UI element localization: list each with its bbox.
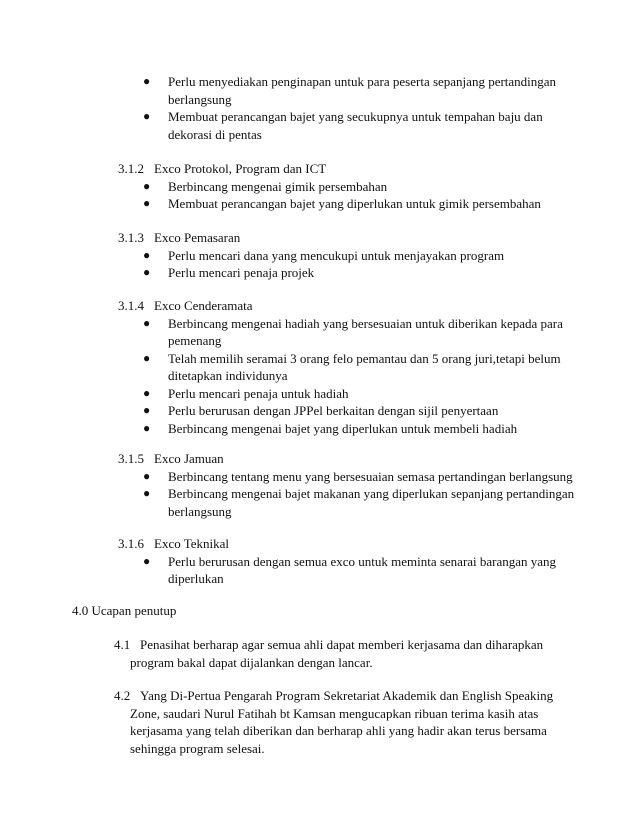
bullet-text: Berbincang mengenai bajet makanan yang diperlukan sepanjang pertandingan berlangsung [168, 486, 575, 519]
section-number: 3.1.6 [118, 536, 144, 551]
list-item [0, 108, 638, 143]
list-item [0, 420, 638, 438]
list-item [0, 553, 638, 588]
intro-bullet-list [0, 73, 638, 143]
bullet-list [0, 468, 638, 521]
section-3-1-3 [0, 229, 638, 282]
section-title: Exco Jamuan [154, 451, 224, 466]
paragraph-number: 4.2 [114, 688, 131, 703]
section-title: Exco Protokol, Program dan ICT [154, 161, 327, 176]
section-heading [0, 297, 638, 315]
section-number: 3.1.4 [118, 298, 144, 313]
bullet-dot-icon: ● [143, 553, 151, 568]
list-item [0, 247, 638, 265]
bullet-dot-icon: ● [143, 196, 151, 210]
closing-paragraph-4-2 [114, 687, 574, 757]
section-heading [0, 160, 638, 178]
bullet-text: Membuat perancangan bajet yang diperlukan untuk gimik persembahan [168, 196, 541, 211]
section-title: Exco Cenderamata [154, 298, 253, 313]
bullet-list [0, 553, 638, 588]
section-heading [0, 535, 638, 553]
list-item [0, 385, 638, 403]
list-item [0, 468, 638, 486]
list-item [0, 315, 638, 350]
list-item [0, 264, 638, 282]
bullet-dot-icon: ● [143, 403, 151, 417]
bullet-dot-icon: ● [143, 468, 151, 483]
bullet-text: Perlu mencari penaja projek [168, 265, 315, 280]
bullet-text: Perlu menyediakan penginapan untuk para peserta sepanjang pertandingan berlangsung [168, 74, 557, 107]
paragraph-text: Yang Di-Pertua Pengarah Program Sekretariat Akademik dan English Speaking Zone, saudari Nurul Fatihah bt Kamsan mengucapkan ribuan terima kasih atas kerjasama yang telah diberikan dan berharap ahli yang hadir akan terus bersama sehingga program selesai. [130, 688, 554, 756]
bullet-list [0, 73, 638, 143]
list-item [0, 402, 638, 420]
list-item [0, 485, 638, 520]
bullet-dot-icon: ● [143, 265, 151, 279]
section-title: Exco Teknikal [154, 536, 230, 551]
section-heading [0, 450, 638, 468]
bullet-dot-icon: ● [143, 178, 151, 193]
section-3-1-4 [0, 297, 638, 437]
bullet-text: Berbincang mengenai gimik persembahan [168, 178, 388, 194]
paragraph-text: Penasihat berharap agar semua ahli dapat memberi kerjasama dan diharapkan program bakal dapat dijalankan dengan lancar. [130, 637, 544, 670]
section-3-1-5 [0, 450, 638, 520]
paragraph-number: 4.1 [114, 637, 131, 652]
section-number: 3.1.5 [118, 451, 144, 466]
bullet-text: Berbincang mengenai hadiah yang bersesuaian untuk diberikan kepada para pemenang [168, 315, 563, 348]
bullet-list [0, 247, 638, 282]
bullet-dot-icon: ● [143, 350, 151, 365]
list-item [0, 73, 638, 108]
list-item [0, 195, 638, 213]
bullet-dot-icon: ● [143, 385, 151, 400]
bullet-text: Berbincang mengenai bajet yang diperlukan untuk membeli hadiah [168, 420, 518, 436]
list-item [0, 350, 638, 385]
bullet-list [0, 178, 638, 213]
section-title: Exco Pemasaran [154, 230, 241, 245]
bullet-dot-icon: ● [143, 247, 151, 262]
closing-paragraph-4-1 [114, 636, 574, 671]
bullet-dot-icon: ● [143, 420, 151, 435]
section-3-1-2 [0, 160, 638, 213]
bullet-dot-icon: ● [143, 74, 151, 88]
bullet-text: Membuat perancangan bajet yang secukupnya untuk tempahan baju dan dekorasi di pentas [168, 109, 543, 142]
bullet-text: Perlu mencari penaja untuk hadiah [168, 385, 349, 401]
bullet-text: Berbincang tentang menu yang bersesuaian semasa pertandingan berlangsung [168, 468, 573, 484]
closing-heading: 4.0 Ucapan penutup [72, 603, 177, 618]
bullet-text: Perlu berurusan dengan semua exco untuk meminta senarai barangan yang diperlukan [168, 553, 557, 586]
section-number: 3.1.3 [118, 230, 144, 245]
bullet-text: Telah memilih seramai 3 orang felo pemantau dan 5 orang juri,tetapi belum ditetapkan individunya [168, 350, 561, 383]
bullet-text: Perlu berurusan dengan JPPel berkaitan dengan sijil penyertaan [168, 403, 499, 418]
section-heading [0, 229, 638, 247]
bullet-dot-icon: ● [143, 315, 151, 330]
bullet-dot-icon: ● [143, 109, 151, 123]
bullet-dot-icon: ● [143, 486, 151, 500]
bullet-text: Perlu mencari dana yang mencukupi untuk menjayakan program [168, 247, 505, 263]
bullet-list [0, 315, 638, 438]
section-number: 3.1.2 [118, 161, 144, 176]
section-3-1-6 [0, 535, 638, 588]
list-item [0, 178, 638, 196]
